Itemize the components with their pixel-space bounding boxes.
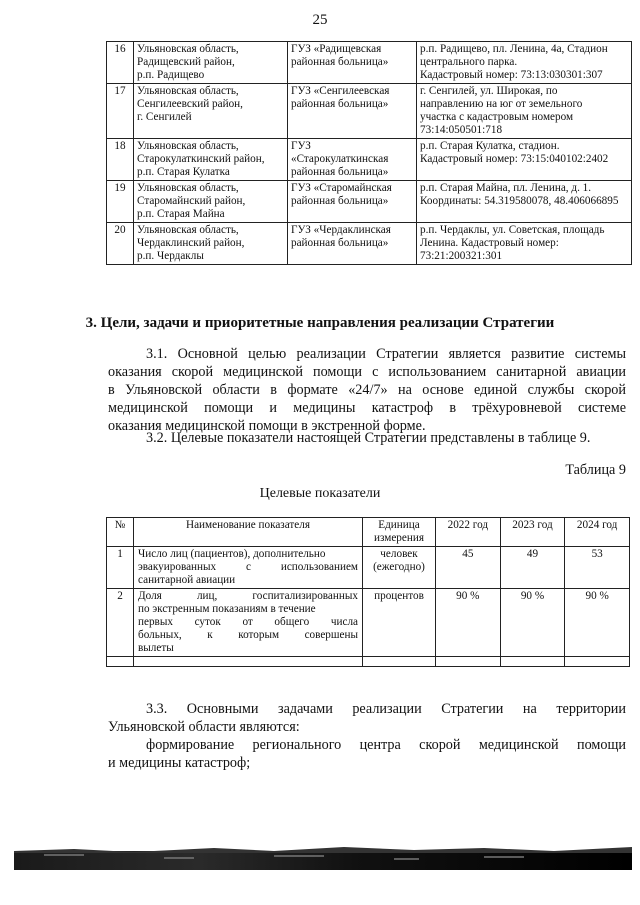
address-cell xyxy=(417,181,632,223)
address-cell-line: р.п. Радищево, пл. Ленина, 4а, Стадион xyxy=(420,43,608,55)
section-heading: 3. Цели, задачи и приоритетные направления реализации Стратегии xyxy=(85,315,555,331)
header-unit xyxy=(363,518,436,547)
indicator-name-line: Число лиц (пациентов), дополнительно xyxy=(138,548,326,560)
organization-cell-line: ГУЗ «Радищевская xyxy=(291,43,382,55)
header-2023: 2023 год xyxy=(500,518,565,547)
region-cell xyxy=(134,139,288,181)
table-row xyxy=(107,589,630,657)
organization-cell-line: районная больница» xyxy=(291,237,389,249)
region-cell-line: р.п. Старая Майна xyxy=(137,208,225,220)
region-cell-line: Чердаклинский район, xyxy=(137,237,245,249)
table-row-empty xyxy=(107,657,630,667)
address-cell-line: Кадастровый номер: 73:13:030301:307 xyxy=(420,69,603,81)
region-cell-line: Радищевский район, xyxy=(137,56,235,68)
region-cell-line: р.п. Старая Кулатка xyxy=(137,166,230,178)
region-cell-line: Ульяновская область, xyxy=(137,140,239,152)
address-cell-line: р.п. Чердаклы, ул. Советская, площадь xyxy=(420,224,605,236)
header-unit-line: Единица xyxy=(378,519,420,531)
row-num: 2 xyxy=(107,589,134,657)
value-2022: 90 % xyxy=(436,589,501,657)
value-2023: 90 % xyxy=(500,589,565,657)
organization-cell xyxy=(288,42,417,84)
region-cell-line: Ульяновская область, xyxy=(137,182,239,194)
indicator-unit-line: человек xyxy=(380,548,418,560)
paragraph-line: оказания медицинской помощи в экстренной форме. xyxy=(108,418,426,434)
row-num: 20 xyxy=(107,223,134,265)
paragraph-line: 3.1. Основной целью реализации Стратегии является развитие системы xyxy=(146,346,626,362)
region-cell-line: р.п. Чердаклы xyxy=(137,250,204,262)
page-number: 25 xyxy=(312,12,328,28)
row-num: 18 xyxy=(107,139,134,181)
value-2024: 53 xyxy=(565,547,630,589)
empty-cell xyxy=(363,657,436,667)
region-cell-line: Ульяновская область, xyxy=(137,85,239,97)
region-cell xyxy=(134,223,288,265)
address-cell-line: г. Сенгилей, ул. Широкая, по xyxy=(420,85,558,97)
table-row xyxy=(107,547,630,589)
organization-cell-line: ГУЗ xyxy=(291,140,311,152)
table-row xyxy=(107,84,632,139)
row-num: 1 xyxy=(107,547,134,589)
paragraph-3-2 xyxy=(108,429,626,447)
indicator-name xyxy=(134,589,363,657)
address-cell-line: р.п. Старая Майна, пл. Ленина, д. 1. xyxy=(420,182,592,194)
empty-cell xyxy=(565,657,630,667)
indicator-name-line: первых суток от общего числа xyxy=(138,616,358,628)
paragraph-line: 3.3. Основными задачами реализации Стратегии на территории xyxy=(146,701,626,717)
address-cell-line: участка с кадастровым номером xyxy=(420,111,574,123)
table-title: Целевые показатели xyxy=(259,486,381,501)
table-label: Таблица 9 xyxy=(565,462,626,478)
address-cell-line: р.п. Старая Кулатка, стадион. xyxy=(420,140,560,152)
organization-cell xyxy=(288,139,417,181)
row-num: 19 xyxy=(107,181,134,223)
paragraph-task xyxy=(108,736,626,772)
value-2023: 49 xyxy=(500,547,565,589)
table-row xyxy=(107,223,632,265)
indicator-unit xyxy=(363,547,436,589)
table-row xyxy=(107,139,632,181)
paragraph-line: 3.2. Целевые показатели настоящей Стратегии представлены в таблице 9. xyxy=(146,430,591,446)
table-row xyxy=(107,181,632,223)
region-cell-line: р.п. Радищево xyxy=(137,69,205,81)
organization-cell-line: районная больница» xyxy=(291,98,389,110)
paragraph-line: в Ульяновской области в формате «24/7» на основе единой службы скорой xyxy=(108,382,626,398)
indicator-name xyxy=(134,547,363,589)
organization-cell-line: ГУЗ «Старомайнская xyxy=(291,182,392,194)
table-header-row xyxy=(107,518,630,547)
empty-cell xyxy=(436,657,501,667)
paragraph-line: и медицины катастроф; xyxy=(108,755,251,771)
indicators-table xyxy=(106,517,630,667)
region-cell-line: Ульяновская область, xyxy=(137,43,239,55)
organization-cell xyxy=(288,84,417,139)
address-cell xyxy=(417,84,632,139)
region-cell-line: Ульяновская область, xyxy=(137,224,239,236)
organization-cell xyxy=(288,181,417,223)
value-2022: 45 xyxy=(436,547,501,589)
row-num: 16 xyxy=(107,42,134,84)
region-cell-line: Сенгилеевский район, xyxy=(137,98,243,110)
organization-cell xyxy=(288,223,417,265)
row-num: 17 xyxy=(107,84,134,139)
region-cell xyxy=(134,42,288,84)
address-cell xyxy=(417,223,632,265)
empty-cell xyxy=(107,657,134,667)
indicator-name-line: санитарной авиации xyxy=(138,574,236,586)
paragraph-line: медицинской помощи и медицины катастроф в трёхуровневой системе xyxy=(108,400,626,416)
hospitals-table xyxy=(106,41,632,265)
empty-cell xyxy=(500,657,565,667)
indicator-unit xyxy=(363,589,436,657)
address-cell-line: 73:21:200321:301 xyxy=(420,250,503,262)
value-2024: 90 % xyxy=(565,589,630,657)
table-row xyxy=(107,42,632,84)
organization-cell-line: «Старокулаткинская xyxy=(291,153,389,165)
region-cell-line: Старомайнский район, xyxy=(137,195,246,207)
paragraph-3-1 xyxy=(108,345,626,435)
paragraph-line: формирование регионального центра скорой медицинской помощи xyxy=(146,737,626,753)
header-2022: 2022 год xyxy=(436,518,501,547)
indicator-name-line: вылеты xyxy=(138,642,174,654)
organization-cell-line: районная больница» xyxy=(291,166,389,178)
paragraph-line: оказания скорой медицинской помощи с использованием санитарной авиации xyxy=(108,364,626,380)
region-cell-line: г. Сенгилей xyxy=(137,111,192,123)
address-cell-line: Кадастровый номер: 73:15:040102:2402 xyxy=(420,153,609,165)
header-name: Наименование показателя xyxy=(134,518,363,547)
address-cell-line: центрального парка. xyxy=(420,56,518,68)
address-cell xyxy=(417,139,632,181)
header-unit-line: измерения xyxy=(374,532,424,544)
address-cell-line: Координаты: 54.319580078, 48.406066895 xyxy=(420,195,619,207)
indicator-unit-line: (ежегодно) xyxy=(373,561,425,573)
header-2024: 2024 год xyxy=(565,518,630,547)
header-num: № xyxy=(107,518,134,547)
region-cell xyxy=(134,181,288,223)
organization-cell-line: районная больница» xyxy=(291,195,389,207)
indicator-name-line: Доля лиц, госпитализированных xyxy=(138,590,358,602)
organization-cell-line: ГУЗ «Сенгилеевская xyxy=(291,85,390,97)
paragraph-3-3 xyxy=(108,700,626,736)
indicator-name-line: эвакуированных с использованием xyxy=(138,561,358,573)
address-cell xyxy=(417,42,632,84)
address-cell-line: направлению на юг от земельного xyxy=(420,98,583,110)
region-cell-line: Старокулаткинский район, xyxy=(137,153,265,165)
address-cell-line: Ленина. Кадастровый номер: xyxy=(420,237,559,249)
scan-artifact-bar xyxy=(14,845,632,870)
indicator-unit-line: процентов xyxy=(374,590,424,602)
empty-cell xyxy=(134,657,363,667)
organization-cell-line: ГУЗ «Чердаклинская xyxy=(291,224,391,236)
address-cell-line: 73:14:050501:718 xyxy=(420,124,503,136)
indicator-name-line: больных, к которым совершены xyxy=(138,629,358,641)
organization-cell-line: районная больница» xyxy=(291,56,389,68)
indicator-name-line: по экстренным показаниям в течение xyxy=(138,603,316,615)
paragraph-line: Ульяновской области являются: xyxy=(108,719,300,735)
region-cell xyxy=(134,84,288,139)
